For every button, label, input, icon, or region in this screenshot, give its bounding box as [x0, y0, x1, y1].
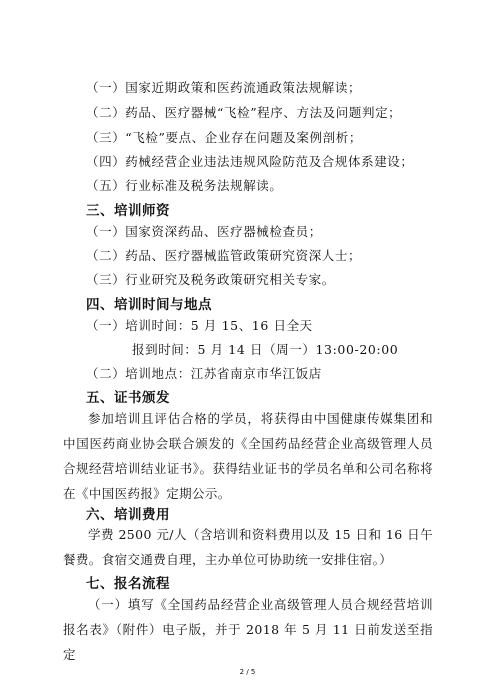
list-item: （二）药品、医疗器械监管政策研究资深人士； — [86, 248, 362, 263]
registration-paragraph: （一）填写《全国药品经营企业高级管理人员合规经营培训报名表》（附件）电子版，并于 2018 年 5 月 11 日前发送至指定 — [63, 597, 433, 662]
section-heading-instructors: 三、培训师资 — [86, 203, 170, 219]
fees-paragraph: 学费 2500 元/人（含培训和资料费用以及 15 日和 16 日午餐费。食宿交通费自理，主办单位可协助统一安排住宿。） — [63, 527, 433, 567]
list-item: （二）药品、医疗器械“飞检”程序、方法及问题判定； — [86, 105, 402, 120]
list-item: （五）行业标准及税务法规解读。 — [86, 178, 283, 193]
section-heading-fees: 六、培训费用 — [86, 507, 170, 523]
list-item: （三）“飞检”要点、企业存在问题及案例剖析； — [86, 130, 362, 145]
section-heading-registration: 七、报名流程 — [86, 576, 170, 592]
training-location: （二）培训地点：江苏省南京市华江饭店 — [86, 366, 322, 381]
checkin-time: 报到时间：5 月 14 日（周一）13:00-20:00 — [132, 342, 399, 357]
list-item: （一）国家近期政策和医药流通政策法规解读； — [86, 80, 362, 95]
certificate-paragraph: 参加培训且评估合格的学员，将获得由中国健康传媒集团和中国医药商业协会联合颁发的《全国药品经营企业高级管理人员合规经营培训结业证书》。获得结业证书的学员名单和公司名称将在《中国医药报》定期公示。 — [63, 411, 433, 501]
page-number: 2 / 5 — [239, 668, 256, 676]
section-heading-time-location: 四、培训时间与地点 — [86, 297, 212, 313]
list-item: （四）药械经营企业违法违规风险防范及合规体系建设； — [86, 154, 414, 169]
list-item: （一）国家资深药品、医疗器械检查员； — [86, 224, 322, 239]
list-item: （三）行业研究及税务政策研究相关专家。 — [86, 272, 335, 287]
training-time: （一）培训时间：5 月 15、16 日全天 — [86, 318, 313, 333]
section-heading-certificate: 五、证书颁发 — [86, 390, 170, 406]
